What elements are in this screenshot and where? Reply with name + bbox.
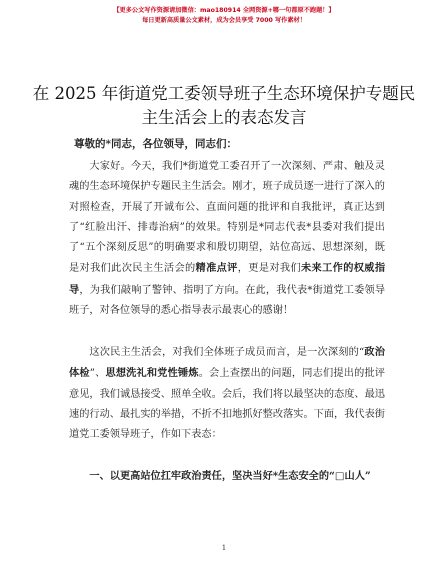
paragraph-2-bold-a: 政治体检 — [69, 346, 385, 380]
section-heading-1: 一、以更高站位扛牢政治责任，坚决当好*生态安全的“□山人” — [89, 470, 371, 482]
promo-banner-line1: 【更多公文写作资源请加微信：mao180914 全网资源+哪一句都原不跑题！】 — [113, 7, 335, 14]
promo-banner — [0, 6, 448, 26]
paragraph-1-bold-b: 未来工作的权威指导 — [69, 262, 386, 296]
paragraph-1-text-b: ，更是对我们 — [237, 263, 302, 275]
paragraph-1-text-a: 大家好。今天，我们*街道党工委召开了一次深刻、严肃、触及灵魂的生态环境保护专题民主生活会。刚才，班子成员逐一进行了深入的对照检查，开展了开诚布公、直面问题的批评和自我批评，真正达到了“红脸出汗、排毒治病”的效果。特别是*同志代表*县委对我们提出了“五个深刻反思”的明确要求和殷切期望，站位高远、思想深刻，既是对我们此次民主生活会的 — [69, 161, 385, 275]
page-number: 1 — [221, 544, 227, 552]
paragraph-2-bold-b: 思想洗礼和党性锤炼 — [105, 367, 199, 380]
paragraph-2-text-b: ”、 — [89, 368, 106, 380]
paragraph-1-text-c: ，为我们敲响了警钟、指明了方向。在此，我代表*街道党工委领导班子，对各位领导的悉心指导表示最衷心的感谢！ — [69, 284, 386, 317]
paragraph-1 — [69, 157, 385, 321]
document-title: 在 2025 年街道党工委领导班子生态环境保护专题民主生活会上的表态发言 — [32, 84, 416, 127]
promo-banner-line2: 每日更新高质量公文素材，成为会员享受 7000 写作素材！ — [142, 17, 306, 24]
paragraph-2-text-c: 。会上查摆出的问题，同志们提出的批评意见，我们诚恳接受、照单全收。会后，我们将以最坚决的态度、最迅速的行动、最扎实的举措，不折不扣地抓好整改落实。下面，我代表街道党工委领导班子，作如下表态： — [69, 368, 385, 441]
paragraph-1-bold-a: 精准点评 — [195, 262, 238, 275]
paragraph-2-text-a: 这次民主生活会，对我们全体班子成员而言，是一次深刻的“ — [89, 347, 365, 358]
paragraph-2 — [69, 342, 385, 445]
salutation: 尊敬的*同志，各位领导，同志们： — [74, 138, 237, 150]
